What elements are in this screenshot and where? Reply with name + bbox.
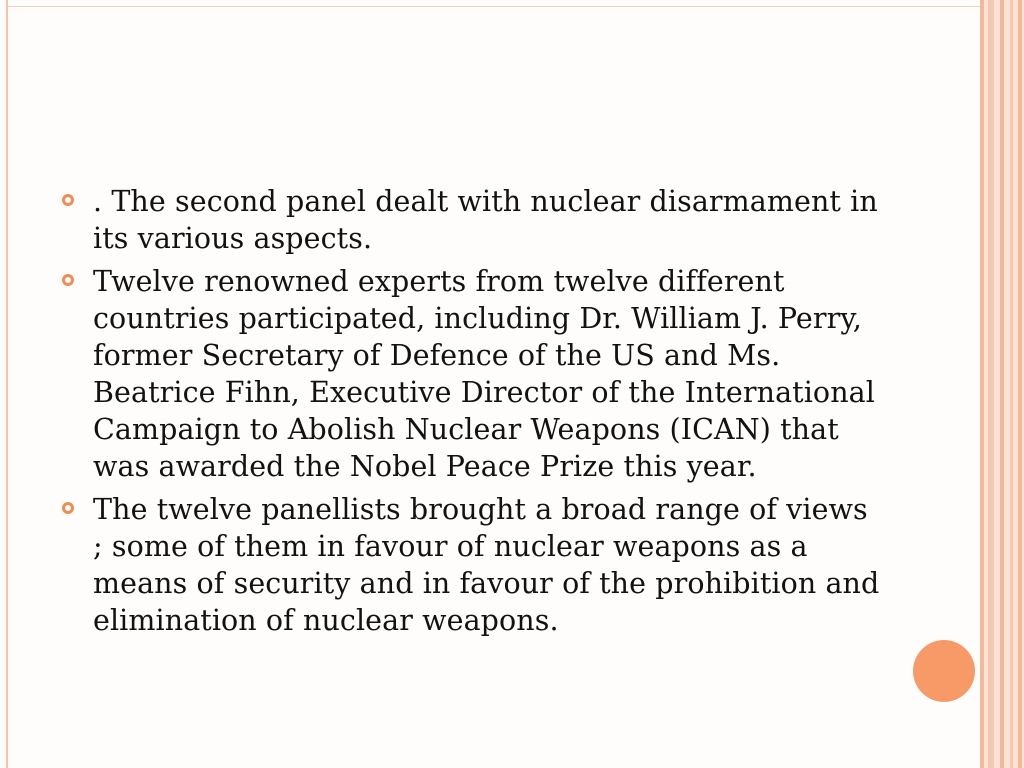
bullet-item xyxy=(62,491,882,639)
bullet-list xyxy=(62,183,882,645)
ring-bullet-icon xyxy=(62,274,74,286)
right-stripes-decoration xyxy=(980,0,1024,768)
bullet-text: The twelve panellists brought a broad range of views ; some of them in favour of nuclear weapons as a means of security and in favour of the prohibition and elimination of nuclear weapons. xyxy=(93,493,880,637)
ring-bullet-icon xyxy=(62,194,74,206)
stripe xyxy=(1018,0,1022,768)
left-border-line xyxy=(6,0,8,768)
top-border-line xyxy=(6,6,980,7)
bullet-item xyxy=(62,263,882,485)
orange-circle-decoration xyxy=(913,640,975,702)
bullet-item xyxy=(62,183,882,257)
stripe xyxy=(1010,0,1013,768)
ring-bullet-icon xyxy=(62,502,74,514)
bullet-text: . The second panel dealt with nuclear disarmament in its various aspects. xyxy=(93,185,878,255)
bullet-text: Twelve renowned experts from twelve different countries participated, including Dr. William J. Perry, former Secretary of Defence of the US and Ms. Beatrice Fihn, Executive Director of the International Campaign to Abolish Nuclear Weapons (ICAN) that was awarded the Nobel Peace Prize this year. xyxy=(93,265,875,483)
stripe xyxy=(1000,0,1004,768)
stripe xyxy=(988,0,994,768)
stripe xyxy=(980,0,984,768)
